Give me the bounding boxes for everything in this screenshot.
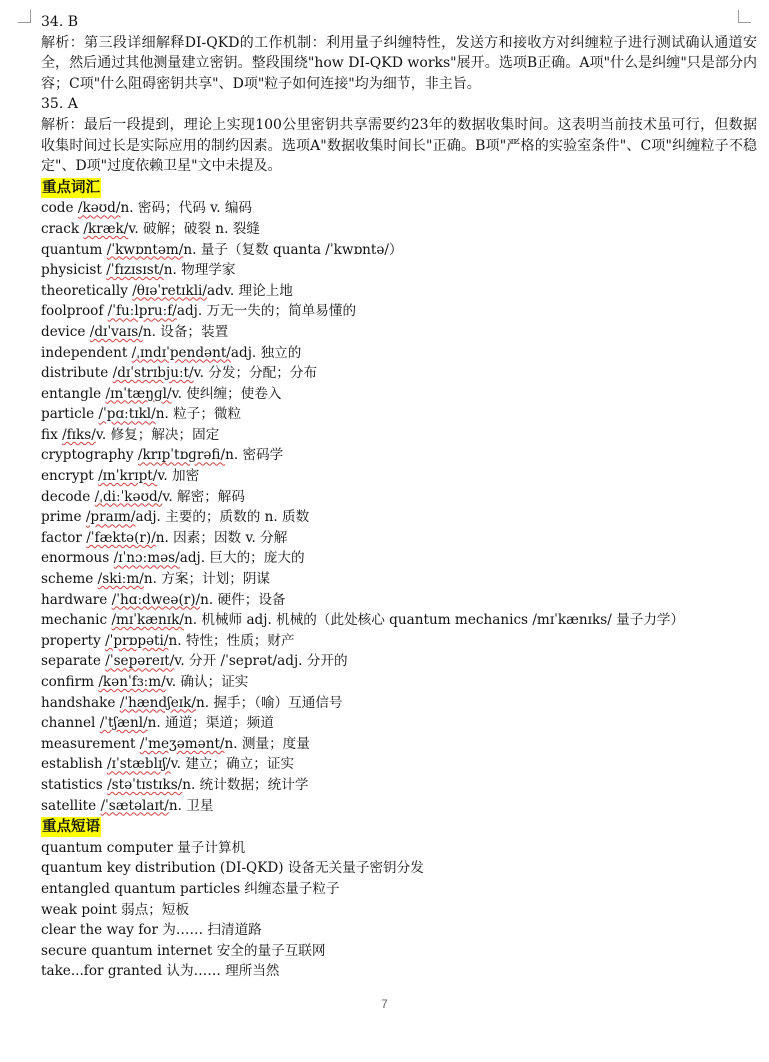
- vocabulary-word: separate: [41, 653, 106, 670]
- vocabulary-phonetic: /ˈpɑːtɪkl/: [98, 406, 156, 423]
- vocabulary-phonetic: /krɪpˈtɒɡrəfi/: [137, 447, 226, 464]
- vocabulary-phonetic: /ˈsepəreɪt/: [105, 653, 175, 670]
- vocabulary-phonetic: /kəʊd/: [77, 200, 121, 217]
- vocabulary-word: decode: [41, 488, 95, 505]
- vocabulary-phonetic: /stəˈtɪstɪks/: [107, 776, 183, 793]
- vocabulary-item: [41, 301, 757, 322]
- vocabulary-phonetic: /fɪks/: [62, 426, 96, 443]
- vocabulary-item: [41, 734, 757, 755]
- vocabulary-word: enormous: [41, 550, 114, 567]
- vocabulary-item: [41, 693, 757, 714]
- vocabulary-word: theoretically: [41, 282, 133, 299]
- vocabulary-meaning: v. 建立；确立；证实: [170, 756, 295, 773]
- vocabulary-meaning: adv. 理论上地: [206, 282, 293, 299]
- vocabulary-word: prime: [41, 509, 86, 526]
- vocabulary-meaning: v. 分发；分配；分布: [193, 365, 318, 382]
- vocabulary-item: [41, 590, 757, 611]
- vocabulary-item: [41, 569, 757, 590]
- vocabulary-phonetic: /ˌɪndɪˈpendənt/: [131, 344, 231, 361]
- vocabulary-item: [41, 260, 757, 281]
- phrase-item: entangled quantum particles 纠缠态量子粒子: [41, 880, 340, 897]
- vocabulary-word: handshake: [41, 694, 120, 711]
- vocabulary-phonetic: /ˈfuːlpruːf/: [107, 303, 177, 320]
- vocabulary-item: [41, 425, 757, 446]
- answer-explanation: 解析：最后一段提到，理论上实现100公里密钥共享需要约23年的数据收集时间。这表明当前技术虽可行，但数据收集时间过长是实际应用的制约因素。选项A"数据收集时间长"正确。B项"严格的实验室条件"、C项"纠缠粒子不稳定"、D项"过度依赖卫星"文中未提及。: [41, 116, 757, 175]
- vocabulary-word: crack: [41, 220, 84, 237]
- vocabulary-phonetic: /ˈhɑːdweə(r)/: [111, 591, 201, 608]
- vocabulary-phonetic: /ɪˈstæblɪʃ/: [107, 756, 171, 773]
- vocabulary-item: [41, 775, 757, 796]
- vocabulary-item: [41, 713, 757, 734]
- vocabulary-item: [41, 384, 757, 405]
- vocabulary-meaning: n. 密码；代码 v. 编码: [120, 200, 253, 217]
- vocabulary-meaning: v. 分开 /ˈseprət/adj. 分开的: [174, 653, 348, 670]
- vocabulary-meaning: n. 机械师 adj. 机械的（此处核心 quantum mechanics /mɪˈkænɪks/ 量子力学）: [183, 612, 685, 629]
- vocabulary-phonetic: /ˈkwɒntəm/: [106, 241, 184, 258]
- vocabulary-meaning: adj. 万无一失的；简单易懂的: [176, 303, 357, 320]
- vocabulary-meaning: v. 破解；破裂 n. 裂缝: [128, 220, 260, 237]
- vocabulary-word: mechanic: [41, 612, 112, 629]
- vocabulary-heading: 重点词汇: [42, 179, 100, 196]
- phrase-item: secure quantum internet 安全的量子互联网: [41, 942, 326, 959]
- phrase-item: clear the way for 为…… 扫清道路: [41, 922, 262, 939]
- vocabulary-word: scheme: [41, 571, 98, 588]
- vocabulary-meaning: n. 特性；性质；财产: [168, 632, 295, 649]
- vocabulary-phonetic: /ˈtʃænl/: [99, 715, 148, 732]
- vocabulary-meaning: n. 测量；度量: [224, 735, 310, 752]
- vocabulary-item: [41, 672, 757, 693]
- vocabulary-meaning: n. 量子（复数 quanta /ˈkwɒntə/）: [183, 241, 403, 258]
- vocabulary-item: [41, 754, 757, 775]
- vocabulary-meaning: adj. 巨大的；庞大的: [179, 550, 305, 567]
- vocabulary-item: [41, 796, 757, 817]
- vocabulary-word: cryptography: [41, 447, 138, 464]
- vocabulary-item: [41, 240, 757, 261]
- vocabulary-phonetic: /ˈfɪzɪsɪst/: [106, 262, 164, 279]
- vocabulary-list: [41, 198, 757, 816]
- vocabulary-item: [41, 548, 757, 569]
- vocabulary-item: [41, 487, 757, 508]
- vocabulary-item: [41, 651, 757, 672]
- vocabulary-phonetic: /kræk/: [83, 220, 129, 237]
- vocabulary-phonetic: /skiːm/: [97, 571, 144, 588]
- vocabulary-word: satellite: [41, 797, 101, 814]
- vocabulary-meaning: adj. 独立的: [230, 344, 302, 361]
- vocabulary-item: [41, 528, 757, 549]
- vocabulary-item: [41, 631, 757, 652]
- vocabulary-phonetic: /ˈhændʃeɪk/: [119, 694, 196, 711]
- vocabulary-word: factor: [41, 529, 87, 546]
- vocabulary-item: [41, 219, 757, 240]
- vocabulary-phonetic: /ˈfæktə(r)/: [86, 529, 156, 546]
- phrase-item: weak point 弱点；短板: [41, 901, 190, 918]
- vocabulary-meaning: n. 物理学家: [163, 262, 236, 279]
- vocabulary-meaning: v. 使纠缠；使卷入: [171, 385, 282, 402]
- answer-explanation: 解析：第三段详细解释DI-QKD的工作机制：利用量子纠缠特性，发送方和接收方对纠缠粒子进行测试确认通道安全，然后通过其他测量建立密钥。整段围绕"how DI-QKD works"展开。选项B正确。A项"什么是纠缠"只是部分内容；C项"什么阻碍密钥共享"、D项"粒子如何连接"均为细节，非主旨。: [41, 34, 757, 92]
- vocabulary-word: property: [41, 632, 106, 649]
- vocabulary-phonetic: /dɪˈstrɪbjuːt/: [112, 365, 194, 382]
- vocabulary-word: establish: [41, 756, 108, 773]
- vocabulary-meaning: adj. 主要的；质数的 n. 质数: [135, 509, 310, 526]
- vocabulary-meaning: v. 解密；解码: [162, 488, 245, 505]
- phrase-list: [41, 838, 757, 982]
- vocabulary-meaning: n. 因素；因数 v. 分解: [155, 529, 288, 546]
- vocabulary-phonetic: /mɪˈkænɪk/: [111, 612, 184, 629]
- vocabulary-meaning: n. 方案；计划；阴谋: [143, 571, 271, 588]
- vocabulary-phonetic: /ɪˈnɔːməs/: [113, 550, 180, 567]
- vocabulary-phonetic: /praɪm/: [85, 509, 136, 526]
- vocabulary-word: measurement: [41, 735, 140, 752]
- answer-block: [41, 94, 757, 176]
- vocabulary-word: hardware: [41, 591, 112, 608]
- vocabulary-item: [41, 404, 757, 425]
- answer-number: 35. A: [41, 96, 78, 113]
- vocabulary-item: [41, 507, 757, 528]
- vocabulary-item: [41, 610, 757, 631]
- phrases-heading: 重点短语: [42, 819, 100, 836]
- vocabulary-meaning: n. 密码学: [225, 447, 284, 464]
- document-body: [41, 12, 757, 982]
- vocabulary-phonetic: /dɪˈvaɪs/: [89, 323, 143, 340]
- vocabulary-item: [41, 322, 757, 343]
- vocabulary-meaning: n. 硬件；设备: [200, 591, 286, 608]
- vocabulary-phonetic: /ˌdiːˈkəʊd/: [94, 488, 163, 505]
- vocabulary-word: entangle: [41, 385, 106, 402]
- vocabulary-meaning: v. 修复；解决；固定: [95, 426, 220, 443]
- vocabulary-phonetic: /ɪnˈkrɪpt/: [98, 468, 158, 485]
- vocabulary-word: fix: [41, 426, 63, 443]
- vocabulary-meaning: v. 确认；证实: [165, 674, 249, 690]
- vocabulary-item: [41, 445, 757, 466]
- vocabulary-meaning: n. 设备；装置: [142, 323, 229, 340]
- phrase-item: quantum computer 量子计算机: [41, 839, 246, 856]
- answer-number: 34. B: [41, 14, 79, 30]
- vocabulary-word: foolproof: [41, 303, 108, 320]
- vocabulary-meaning: n. 统计数据；统计学: [182, 776, 309, 793]
- vocabulary-meaning: n. 通道；渠道；频道: [147, 715, 274, 732]
- vocabulary-phonetic: /ˈprɒpəti/: [105, 632, 169, 649]
- vocabulary-phonetic: /ˈsætəlaɪt/: [100, 797, 169, 814]
- vocabulary-phonetic: /ɪnˈtæŋɡl/: [105, 385, 172, 402]
- vocabulary-word: device: [41, 323, 90, 340]
- page-number: 7: [381, 997, 388, 1011]
- vocabulary-word: confirm: [41, 674, 99, 690]
- vocabulary-meaning: n. 卫星: [168, 797, 214, 814]
- answer-block: [41, 12, 757, 94]
- vocabulary-word: particle: [41, 406, 99, 423]
- vocabulary-word: code: [41, 200, 78, 217]
- vocabulary-item: [41, 363, 757, 384]
- vocabulary-meaning: v. 加密: [157, 468, 200, 485]
- vocabulary-word: statistics: [41, 776, 108, 793]
- vocabulary-item: [41, 281, 757, 302]
- vocabulary-item: [41, 466, 757, 487]
- vocabulary-phonetic: /kənˈfɜːm/: [98, 674, 166, 690]
- vocabulary-item: [41, 198, 757, 219]
- vocabulary-meaning: n. 握手；（喻）互通信号: [195, 694, 343, 711]
- vocabulary-phonetic: /θɪəˈretɪkli/: [132, 282, 207, 299]
- phrase-item: quantum key distribution (DI-QKD) 设备无关量子密钥分发: [41, 860, 424, 877]
- vocabulary-word: quantum: [41, 241, 107, 258]
- vocabulary-meaning: n. 粒子；微粒: [155, 406, 242, 423]
- vocabulary-phonetic: /ˈmeʒəmənt/: [139, 735, 225, 752]
- phrase-item: take...for granted 认为…… 理所当然: [41, 963, 280, 980]
- vocabulary-word: encrypt: [41, 468, 99, 485]
- vocabulary-item: [41, 343, 757, 364]
- vocabulary-word: physicist: [41, 262, 107, 279]
- page-corner-mark-left: [18, 10, 31, 23]
- vocabulary-word: distribute: [41, 365, 113, 382]
- vocabulary-word: channel: [41, 715, 100, 732]
- vocabulary-word: independent: [41, 344, 132, 361]
